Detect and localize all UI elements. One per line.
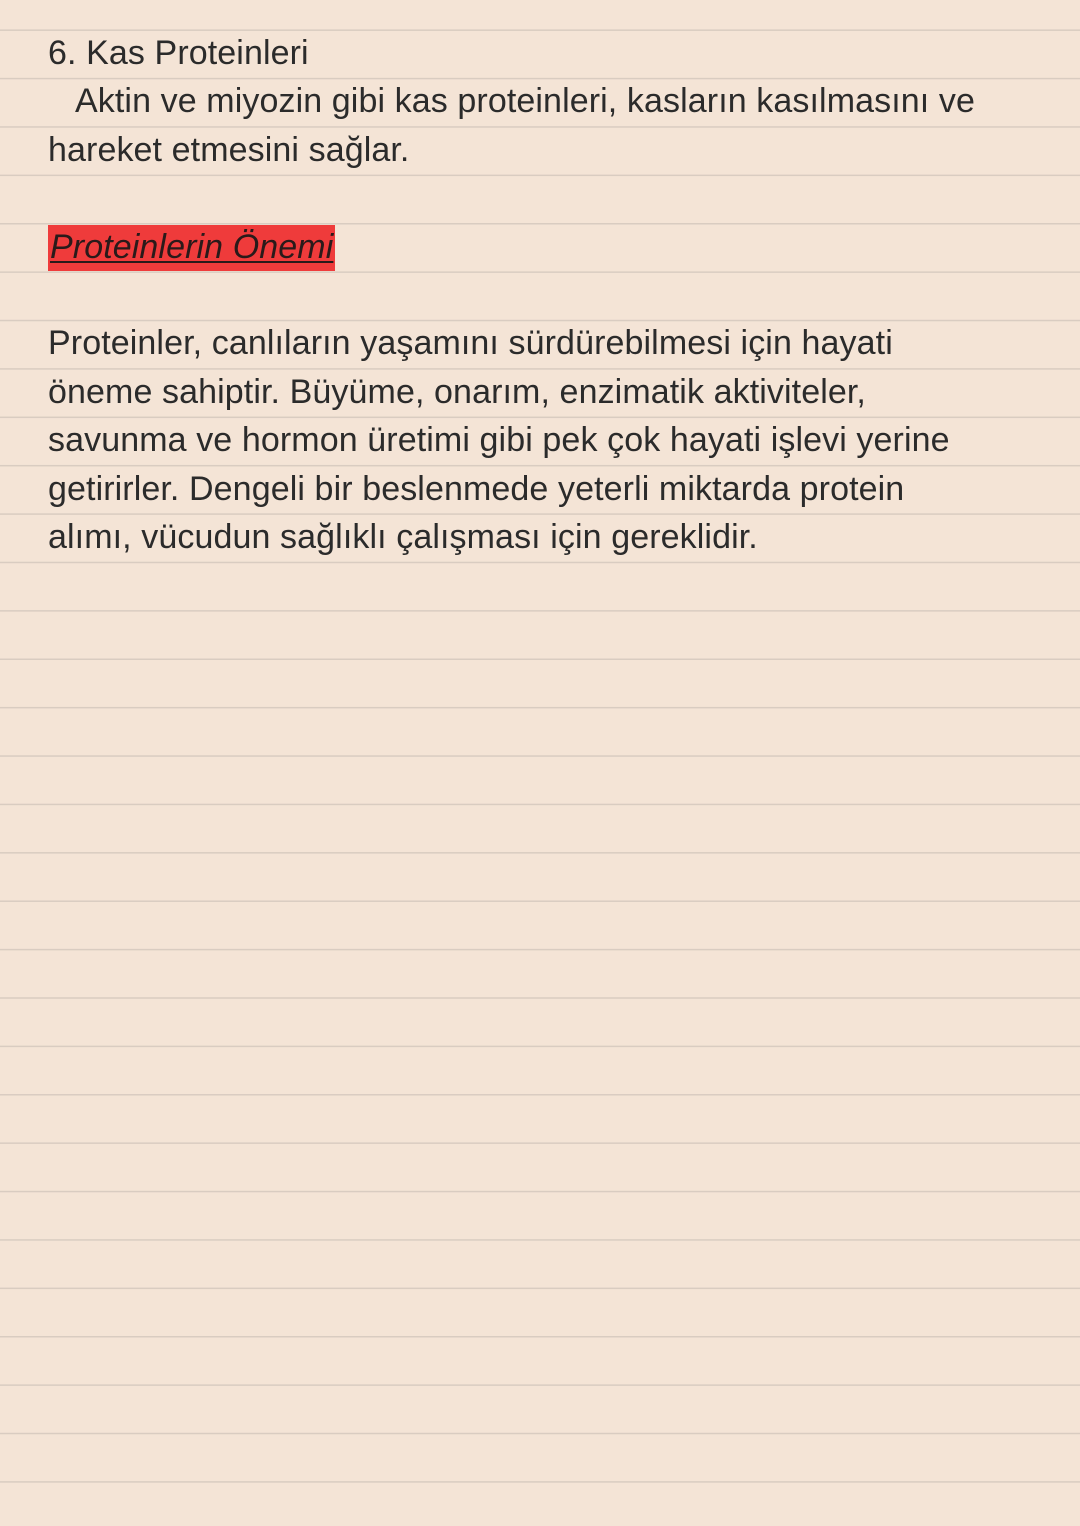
paragraph-line: öneme sahiptir. Büyüme, onarım, enzimatik aktiviteler, [48,372,866,411]
paragraph-line: savunma ve hormon üretimi gibi pek çok hayati işlevi yerine [48,421,950,460]
paragraph-line: alımı, vücudun sağlıklı çalışması için gereklidir. [48,517,758,556]
paragraph-line: Aktin ve miyozin gibi kas proteinleri, kasların kasılmasını ve [75,82,975,121]
section-title-kas-proteinleri: 6. Kas Proteinleri [48,34,309,72]
note-content [48,29,1048,561]
paragraph-line: getirirler. Dengeli bir beslenmede yeterli miktarda protein [48,469,905,508]
blank-line [48,174,1048,222]
blank-line [48,271,1048,319]
heading-line [48,223,1048,271]
section-heading-proteinlerin-onemi: Proteinlerin Önemi [50,227,334,266]
heading-highlight [48,225,335,271]
paragraph-line: Proteinler, canlıların yaşamını sürdürebilmesi için hayati [48,324,893,363]
paragraph-line: hareket etmesini sağlar. [48,130,410,169]
